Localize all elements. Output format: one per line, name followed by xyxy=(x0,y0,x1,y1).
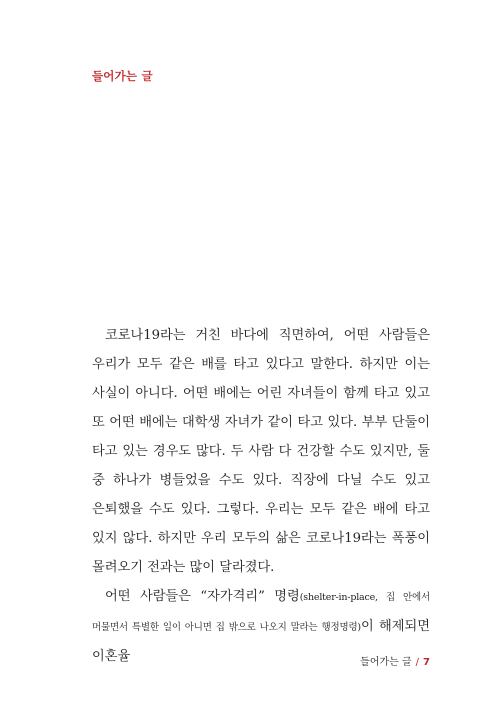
page-number: 7 xyxy=(423,657,430,668)
running-title: 들어가는 글 xyxy=(360,657,412,668)
page-footer xyxy=(0,653,430,668)
body-text xyxy=(92,321,430,671)
translator-note: (shelter-in-place, 집 안에서 머물면서 특별한 일이 아니면 집 밖으로 나오지 말라는 행정명령) xyxy=(92,592,430,633)
paragraph-1: 코로나19라는 거친 바다에 직면하여, 어떤 사람들은 우리가 모두 같은 배를 타고 있다고 말한다. 하지만 이는 사실이 아니다. 어떤 배에는 어린 자녀들이 함께 타고 있고 또 어떤 배에는 대학생 자녀가 같이 타고 있다. 부부 단둘이 타고 있는 경우도 많다. 두 사람 다 건강할 수도 있지만, 둘 중 하나가 병들었을 수도 있다. 직장에 다닐 수도 있고 은퇴했을 수도 있다. 그렇다. 우리는 모두 같은 배에 타고 있지 않다. 하지만 우리 모두의 삶은 코로나19라는 폭풍이 몰려오기 전과는 많이 달라졌다. xyxy=(92,328,430,575)
footer-separator: / xyxy=(415,657,420,668)
section-heading: 들어가는 글 xyxy=(92,69,153,83)
paragraph-2-start: 어떤 사람들은 “자가격리” 명령 xyxy=(105,589,300,604)
paragraph-2-end: 이 해제되면 이혼율 xyxy=(92,619,431,664)
